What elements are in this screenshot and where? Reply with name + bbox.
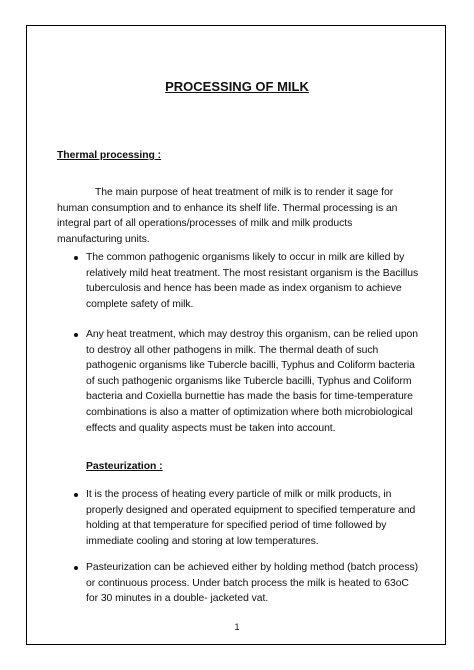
section-heading-pasteurization: Pasteurization : xyxy=(86,461,163,472)
bullet-icon xyxy=(74,333,78,337)
bullet-icon xyxy=(74,256,78,260)
bullet-item-4: Pasteurization can be achieved either by holding method (batch process) or continuous process. Under batch process the milk is heated to 63oC for 30 minutes in a double- jacketed vat. xyxy=(86,562,419,605)
page-number: 1 xyxy=(234,622,240,632)
bullet-icon xyxy=(74,493,78,497)
section-heading-thermal: Thermal processing : xyxy=(57,150,162,161)
document-title: PROCESSING OF MILK xyxy=(165,79,309,94)
bullet-item-3: It is the process of heating every particle of milk or milk products, in properly designed and operated equipment to specified temperature and holding at that temperature for specified period of time followed by immediate cooling and storing at low temperatures. xyxy=(86,489,416,547)
bullet-icon xyxy=(74,566,78,570)
intro-paragraph: The main purpose of heat treatment of milk is to render it sage for human consumption and to enhance its shelf life. Thermal processing is an integral part of all operations/processes of milk and milk products manufacturing units. xyxy=(57,187,398,245)
bullet-item-2: Any heat treatment, which may destroy this organism, can be relied upon to destroy all other pathogens in milk. The thermal death of such pathogenic organisms like Tubercle bacilli, Typhus and Coliform bacteria of such pathogenic organisms like Tubercle bacilli, Typhus and Coliform bacteria and Coxiella burnettie has made the basis for time-temperature combinations is also a matter of optimization where both microbiological effects and quality aspects must be taken into account. xyxy=(86,329,419,434)
bullet-item-1: The common pathogenic organisms likely to occur in milk are killed by relatively mild heat treatment. The most resistant organism is the Bacillus tuberculosis and hence has been made as index organism to achieve complete safety of milk. xyxy=(86,252,419,310)
